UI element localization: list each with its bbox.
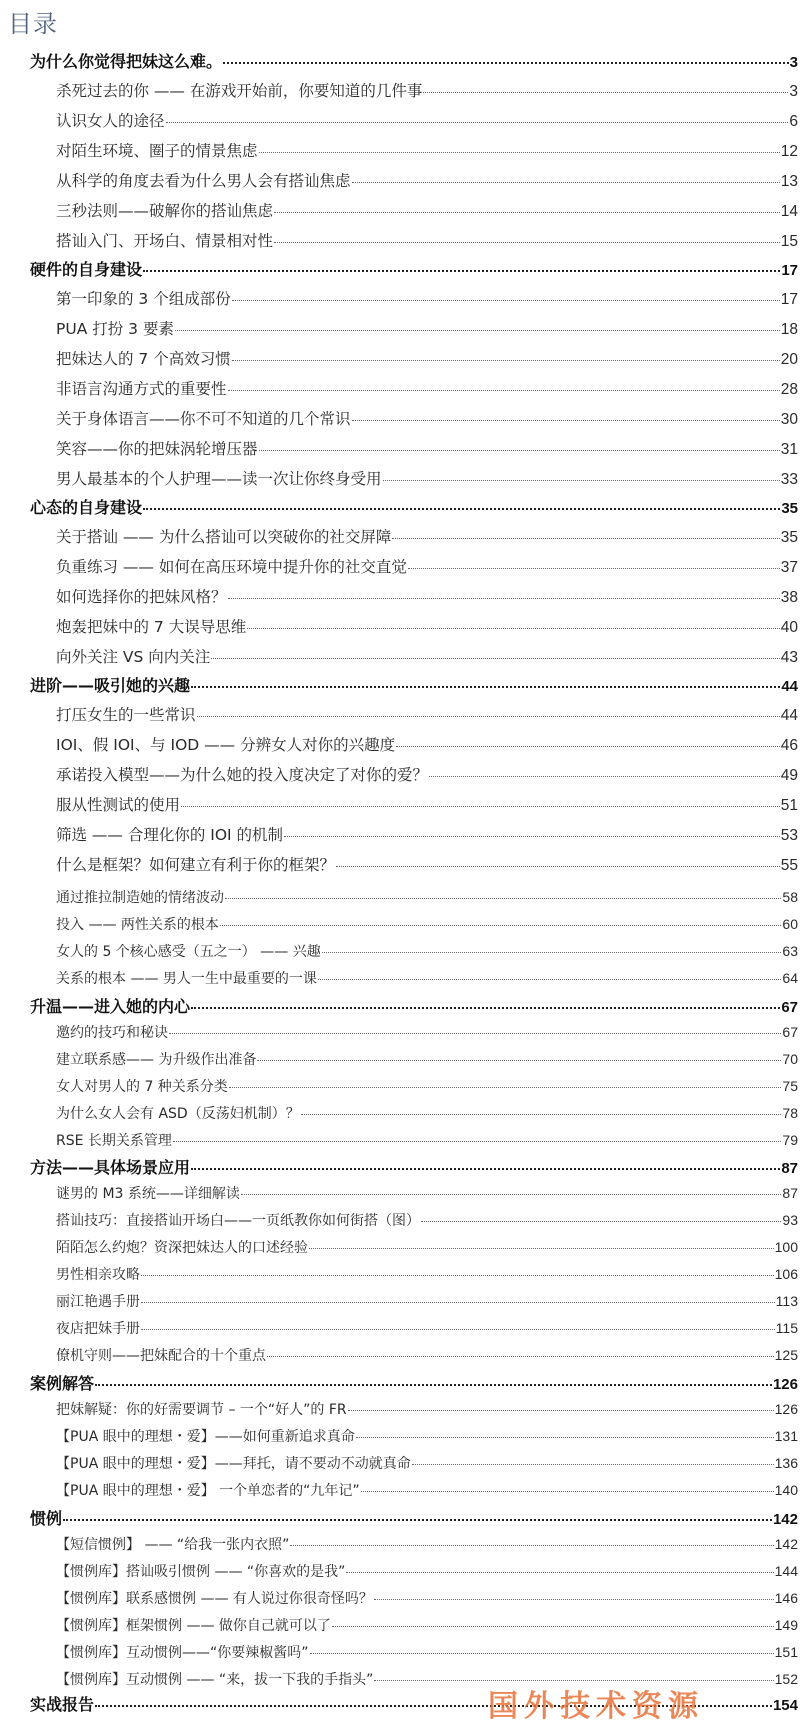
toc-page-number: 151 xyxy=(774,1644,798,1660)
toc-entry-title: 案例解答 xyxy=(30,1374,95,1393)
dot-leader xyxy=(228,390,780,391)
dot-leader xyxy=(290,1545,773,1546)
toc-section-entry[interactable] xyxy=(56,1345,798,1365)
toc-section-entry[interactable] xyxy=(56,914,798,934)
toc-page-number: 3 xyxy=(789,54,798,71)
dot-leader xyxy=(229,1087,782,1088)
dot-leader xyxy=(228,598,780,599)
toc-page-number: 87 xyxy=(781,1160,798,1177)
toc-page-number: 17 xyxy=(781,262,798,279)
dot-leader xyxy=(141,1275,774,1276)
toc-entry-title: 搭讪技巧：直接搭讪开场白——一页纸教你如何街搭（图） xyxy=(56,1213,420,1229)
toc-page-number: 6 xyxy=(789,113,798,130)
toc-page-number: 142 xyxy=(772,1511,798,1528)
toc-page-number: 35 xyxy=(780,529,798,546)
toc-page-number: 79 xyxy=(782,1132,798,1148)
toc-chapter-entry[interactable] xyxy=(30,673,798,696)
toc-page-number: 38 xyxy=(780,589,798,606)
dot-leader xyxy=(197,716,780,717)
toc-section-entry[interactable] xyxy=(56,1264,798,1284)
toc-section-entry[interactable] xyxy=(56,169,798,191)
toc-page-number: 37 xyxy=(780,559,798,576)
toc-entry-title: 筛选 —— 合理化你的 IOI 的机制 xyxy=(56,826,284,844)
toc-entry-title: 夜店把妹手册 xyxy=(56,1321,140,1337)
toc-page-number: 70 xyxy=(782,1051,798,1067)
toc-section-entry[interactable] xyxy=(56,199,798,221)
dot-leader xyxy=(332,1626,774,1627)
dot-leader xyxy=(143,270,780,272)
toc-entry-title: 非语言沟通方式的重要性 xyxy=(56,380,227,398)
dot-leader xyxy=(220,925,782,926)
toc-page-number: 140 xyxy=(774,1482,798,1498)
toc-entry-title: 三秒法则——破解你的搭讪焦虑 xyxy=(56,202,274,220)
dot-leader xyxy=(247,628,780,629)
toc-page-number: 46 xyxy=(780,737,798,754)
toc-entry-title: 负重练习 —— 如何在高压环境中提升你的社交直觉 xyxy=(56,558,407,576)
toc-page-number: 17 xyxy=(780,291,798,308)
toc-section-entry[interactable] xyxy=(56,733,798,755)
toc-entry-title: 什么是框架？如何建立有利于你的框架？ xyxy=(56,856,336,874)
dot-leader xyxy=(374,1599,774,1600)
toc-page-number: 12 xyxy=(780,143,798,160)
toc-page-number: 18 xyxy=(780,321,798,338)
toc-entry-title: 男性相亲攻略 xyxy=(56,1267,140,1283)
dot-leader xyxy=(336,866,780,867)
toc-entry-title: 关于身体语言——你不可不知道的几个常识 xyxy=(56,410,351,428)
dot-leader xyxy=(95,1384,772,1386)
dot-leader xyxy=(259,450,780,451)
toc-page-number: 15 xyxy=(780,233,798,250)
toc-page-number: 20 xyxy=(780,351,798,368)
toc-page-number: 33 xyxy=(780,471,798,488)
dot-leader xyxy=(322,952,782,953)
dot-leader xyxy=(396,746,780,747)
toc-section-entry[interactable] xyxy=(56,317,798,339)
toc-chapter-entry[interactable] xyxy=(30,1506,798,1529)
dot-leader xyxy=(267,1356,774,1357)
toc-page-number: 14 xyxy=(780,203,798,220)
toc-section-entry[interactable] xyxy=(56,287,798,309)
toc-page-number: 144 xyxy=(774,1563,798,1579)
toc-section-entry[interactable] xyxy=(56,1103,798,1123)
toc-section-entry[interactable] xyxy=(56,853,798,875)
toc-page-number: 64 xyxy=(782,970,798,986)
toc-entry-title: 笑容——你的把妹涡轮增压器 xyxy=(56,440,258,458)
toc-page-number: 43 xyxy=(780,649,798,666)
toc-page-number: 126 xyxy=(774,1401,798,1417)
toc-section-entry[interactable] xyxy=(56,585,798,607)
toc-section-entry[interactable] xyxy=(56,79,798,101)
toc-entry-title: 邀约的技巧和秘诀 xyxy=(56,1025,168,1041)
toc-entry-title: 把妹解疑：你的好需要调节 – 一个“好人”的 FR xyxy=(56,1402,347,1418)
toc-page-number: 60 xyxy=(782,916,798,932)
toc-page-number: 106 xyxy=(774,1266,798,1282)
toc-page-number: 51 xyxy=(780,797,798,814)
dot-leader xyxy=(191,1168,780,1170)
toc-page-number: 30 xyxy=(780,411,798,428)
toc-section-entry[interactable] xyxy=(56,968,798,988)
toc-page-number: 149 xyxy=(774,1617,798,1633)
toc-page-number: 136 xyxy=(774,1455,798,1471)
dot-leader xyxy=(301,1114,782,1115)
dot-leader xyxy=(352,182,780,183)
toc-entry-title: 关系的根本 —— 男人一生中最重要的一课 xyxy=(56,971,317,987)
toc-entry-title: 为什么女人会有 ASD（反荡妇机制）？ xyxy=(56,1106,300,1122)
toc-entry-title: 【PUA 眼中的理想・爱】 一个单恋者的“九年记” xyxy=(56,1483,360,1499)
toc-section-entry[interactable] xyxy=(56,437,798,459)
dot-leader xyxy=(175,330,780,331)
toc-page-number: 93 xyxy=(782,1212,798,1228)
toc-page-number: 78 xyxy=(782,1105,798,1121)
toc-entry-title: 方法——具体场景应用 xyxy=(30,1158,191,1177)
toc-page-number: 146 xyxy=(774,1590,798,1606)
toc-section-entry[interactable] xyxy=(56,887,798,907)
toc-entry-title: 关于搭讪 —— 为什么搭讪可以突破你的社交屏障 xyxy=(56,528,392,546)
dot-leader xyxy=(309,1248,774,1249)
toc-page-number: 67 xyxy=(782,1024,798,1040)
toc-section-entry[interactable] xyxy=(56,1291,798,1311)
toc-page-number: 13 xyxy=(780,173,798,190)
toc-entry-title: 炮轰把妹中的 7 大误导思维 xyxy=(56,618,247,636)
toc-entry-title: 女人的 5 个核心感受（五之一） —— 兴趣 xyxy=(56,944,321,960)
toc-page-number: 87 xyxy=(782,1185,798,1201)
toc-section-entry[interactable] xyxy=(56,1426,798,1446)
toc-entry-title: 对陌生环境、圈子的情景焦虑 xyxy=(56,142,258,160)
toc-page-number: 44 xyxy=(781,678,798,695)
toc-page-number: 67 xyxy=(781,999,798,1016)
toc-page-number: 55 xyxy=(780,857,798,874)
toc-page-number: 31 xyxy=(780,441,798,458)
toc-section-entry[interactable] xyxy=(56,377,798,399)
toc-entry-title: 心态的自身建设 xyxy=(30,498,143,517)
toc-entry-title: 承诺投入模型——为什么她的投入度决定了对你的爱？ xyxy=(56,766,429,784)
toc-section-entry[interactable] xyxy=(56,1642,798,1662)
dot-leader xyxy=(173,1141,782,1142)
toc-chapter-entry[interactable] xyxy=(30,1155,798,1178)
toc-page-number: 115 xyxy=(775,1320,798,1336)
dot-leader xyxy=(166,122,789,123)
toc-page-number: 3 xyxy=(789,83,798,100)
toc-entry-title: 丽江艳遇手册 xyxy=(56,1294,140,1310)
toc-entry-title: 硬件的自身建设 xyxy=(30,260,143,279)
toc-entry-title: 通过推拉制造她的情绪波动 xyxy=(56,890,224,906)
toc-entry-title: 僚机守则——把妹配合的十个重点 xyxy=(56,1348,266,1364)
toc-section-entry[interactable] xyxy=(56,1076,798,1096)
toc-entry-title: 陌陌怎么约炮？资深把妹达人的口述经验 xyxy=(56,1240,308,1256)
toc-entry-title: 【惯例库】联系感惯例 —— 有人说过你很奇怪吗？ xyxy=(56,1591,373,1607)
toc-entry-title: 惯例 xyxy=(30,1509,63,1528)
dot-leader xyxy=(412,1464,774,1465)
toc-section-entry[interactable] xyxy=(56,1183,798,1203)
toc-page-number: 113 xyxy=(775,1293,798,1309)
toc-section-entry[interactable] xyxy=(56,139,798,161)
toc-entry-title: 【PUA 眼中的理想・爱】——拜托，请不要动不动就真命 xyxy=(56,1456,411,1472)
toc-entry-title: 男人最基本的个人护理——读一次让你终身受用 xyxy=(56,470,382,488)
toc-entry-title: 从科学的角度去看为什么男人会有搭讪焦虑 xyxy=(56,172,351,190)
toc-section-entry[interactable] xyxy=(56,407,798,429)
dot-leader xyxy=(348,1410,774,1411)
toc-page-number: 53 xyxy=(780,827,798,844)
toc-entry-title: 【惯例库】搭讪吸引惯例 —— “你喜欢的是我” xyxy=(56,1564,346,1580)
toc-section-entry[interactable] xyxy=(56,1615,798,1635)
toc-entry-title: 杀死过去的你 —— 在游戏开始前，你要知道的几件事 xyxy=(56,82,423,100)
toc-page-number: 49 xyxy=(780,767,798,784)
toc-entry-title: 向外关注 VS 向内关注 xyxy=(56,648,211,666)
dot-leader xyxy=(241,1194,782,1195)
toc-entry-title: 谜男的 M3 系统——详细解读 xyxy=(56,1186,240,1202)
toc-section-entry[interactable] xyxy=(56,1318,798,1338)
dot-leader xyxy=(181,806,780,807)
toc-entry-title: 女人对男人的 7 种关系分类 xyxy=(56,1079,228,1095)
dot-leader xyxy=(143,508,780,510)
dot-leader xyxy=(352,420,780,421)
dot-leader xyxy=(63,1519,772,1521)
toc-page-number: 125 xyxy=(774,1347,798,1363)
toc-page-number: 40 xyxy=(780,619,798,636)
dot-leader xyxy=(191,686,780,688)
toc-section-entry[interactable] xyxy=(56,823,798,845)
toc-entry-title: PUA 打扮 3 要素 xyxy=(56,320,174,338)
toc-section-entry[interactable] xyxy=(56,793,798,815)
toc-entry-title: 升温——进入她的内心 xyxy=(30,997,191,1016)
toc-page-number: 63 xyxy=(782,943,798,959)
toc-entry-title: RSE 长期关系管理 xyxy=(56,1133,172,1149)
toc-entry-title: 把妹达人的 7 个高效习惯 xyxy=(56,350,231,368)
toc-page-number: 142 xyxy=(774,1536,798,1552)
dot-leader xyxy=(232,300,780,301)
dot-leader xyxy=(383,480,780,481)
toc-chapter-entry[interactable] xyxy=(30,257,798,280)
dot-leader xyxy=(346,1572,773,1573)
toc-chapter-entry[interactable] xyxy=(30,994,798,1017)
toc-page-number: 75 xyxy=(782,1078,798,1094)
toc-page-number: 35 xyxy=(781,500,798,517)
toc-entry-title: 实战报告 xyxy=(30,1695,95,1714)
toc-chapter-entry[interactable] xyxy=(30,495,798,518)
dot-leader xyxy=(408,568,780,569)
toc-section-entry[interactable] xyxy=(56,347,798,369)
toc-title: 目录 xyxy=(8,10,58,38)
toc-entry-title: 投入 —— 两性关系的根本 xyxy=(56,917,219,933)
dot-leader xyxy=(191,1007,780,1009)
dot-leader xyxy=(225,898,781,899)
dot-leader xyxy=(141,1329,775,1330)
toc-page-number: 131 xyxy=(774,1428,798,1444)
toc-entry-title: 第一印象的 3 个组成部份 xyxy=(56,290,231,308)
dot-leader xyxy=(141,1302,775,1303)
dot-leader xyxy=(392,538,779,539)
dot-leader xyxy=(356,1437,774,1438)
dot-leader xyxy=(310,1653,774,1654)
dot-leader xyxy=(211,658,779,659)
toc-page-number: 28 xyxy=(780,381,798,398)
dot-leader xyxy=(232,360,780,361)
toc-section-entry[interactable] xyxy=(56,645,798,667)
toc-section-entry[interactable] xyxy=(56,1561,798,1581)
toc-section-entry[interactable] xyxy=(56,1534,798,1554)
toc-entry-title: 【惯例库】互动惯例 —— “来，拔一下我的手指头” xyxy=(56,1672,374,1688)
toc-page-number: 152 xyxy=(774,1671,798,1687)
toc-page-number: 58 xyxy=(782,889,798,905)
toc-section-entry[interactable] xyxy=(56,615,798,637)
toc-section-entry[interactable] xyxy=(56,1588,798,1608)
toc-chapter-entry[interactable] xyxy=(30,49,798,72)
toc-entry-title: 如何选择你的把妹风格？ xyxy=(56,588,227,606)
dot-leader xyxy=(259,152,780,153)
dot-leader xyxy=(423,92,788,93)
toc-page-number: 100 xyxy=(774,1239,798,1255)
toc-entry-title: 搭讪入门、开场白、情景相对性 xyxy=(56,232,274,250)
toc-section-entry[interactable] xyxy=(56,703,798,725)
toc-page-number: 154 xyxy=(772,1697,798,1714)
toc-section-entry[interactable] xyxy=(56,1453,798,1473)
toc-section-entry[interactable] xyxy=(56,941,798,961)
dot-leader xyxy=(223,62,789,64)
toc-page-number: 44 xyxy=(780,707,798,724)
toc-section-entry[interactable] xyxy=(56,229,798,251)
dot-leader xyxy=(421,1221,781,1222)
toc-entry-title: 【PUA 眼中的理想・爱】——如何重新追求真命 xyxy=(56,1429,355,1445)
dot-leader xyxy=(274,242,780,243)
toc-entry-title: 进阶——吸引她的兴趣 xyxy=(30,676,191,695)
toc-section-entry[interactable] xyxy=(56,525,798,547)
dot-leader xyxy=(169,1033,781,1034)
toc-entry-title: 建立联系感—— 为升级作出准备 xyxy=(56,1052,257,1068)
toc-entry-title: 服从性测试的使用 xyxy=(56,796,181,814)
toc-entry-title: 【短信惯例】 —— “给我一张内衣照” xyxy=(56,1537,290,1553)
toc-section-entry[interactable] xyxy=(56,763,798,785)
toc-entry-title: 【惯例库】框架惯例 —— 做你自己就可以了 xyxy=(56,1618,331,1634)
toc-section-entry[interactable] xyxy=(56,1480,798,1500)
dot-leader xyxy=(257,1060,781,1061)
toc-entry-title: IOI、假 IOI、与 IOD —— 分辨女人对你的兴趣度 xyxy=(56,736,396,754)
toc-section-entry[interactable] xyxy=(56,1130,798,1150)
toc-section-entry[interactable] xyxy=(56,109,798,131)
dot-leader xyxy=(318,979,782,980)
toc-entry-title: 为什么你觉得把妹这么难。 xyxy=(30,52,223,71)
toc-entry-title: 打压女生的一些常识 xyxy=(56,706,196,724)
toc-entry-title: 认识女人的途径 xyxy=(56,112,165,130)
dot-leader xyxy=(274,212,780,213)
toc-section-entry[interactable] xyxy=(56,1237,798,1257)
toc-section-entry[interactable] xyxy=(56,1022,798,1042)
dot-leader xyxy=(429,776,780,777)
toc-page-number: 126 xyxy=(772,1376,798,1393)
toc-section-entry[interactable] xyxy=(56,467,798,489)
dot-leader xyxy=(284,836,780,837)
dot-leader xyxy=(361,1491,774,1492)
watermark: 国外技术资源 xyxy=(488,1689,704,1724)
toc-entry-title: 【惯例库】互动惯例——“你要辣椒酱吗” xyxy=(56,1645,309,1661)
toc-section-entry[interactable] xyxy=(56,1049,798,1069)
toc-section-entry[interactable] xyxy=(56,555,798,577)
toc-chapter-entry[interactable] xyxy=(30,1371,798,1394)
toc-section-entry[interactable] xyxy=(56,1210,798,1230)
toc-section-entry[interactable] xyxy=(56,1399,798,1419)
